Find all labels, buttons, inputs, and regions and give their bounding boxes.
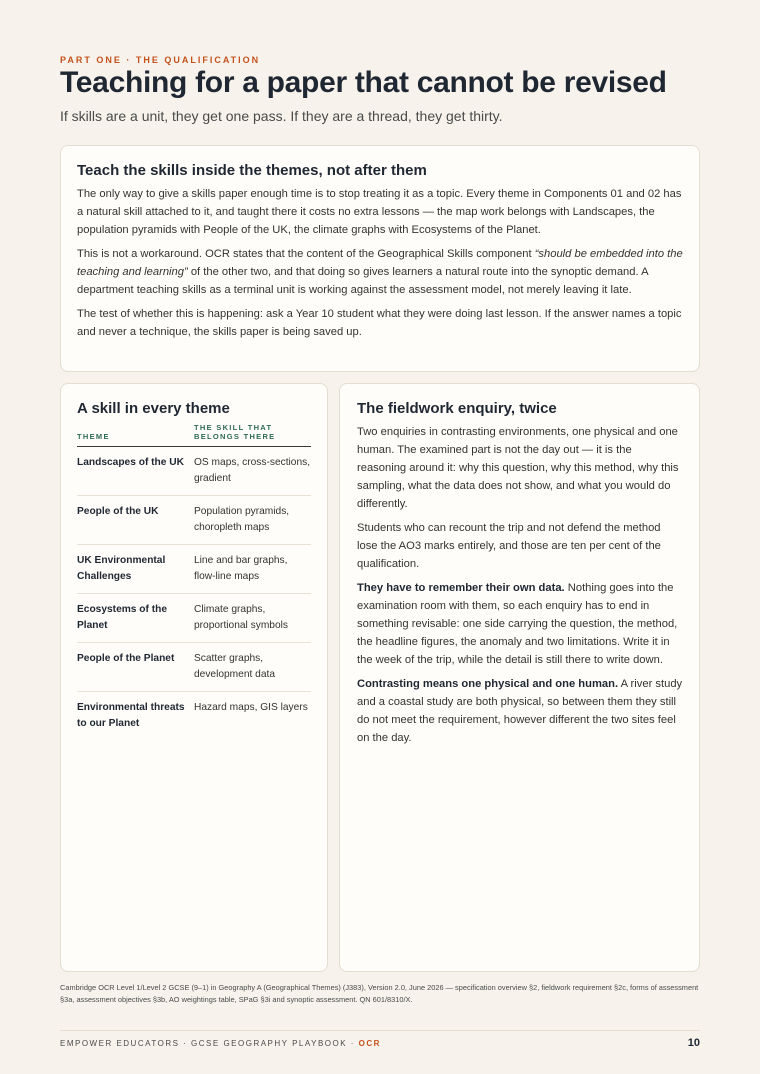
page-number: 10: [687, 1037, 700, 1049]
theme-cell: Environmental threats to our Planet: [77, 702, 185, 729]
column-header-skill: THE SKILL THAT BELONGS THERE: [194, 423, 311, 447]
page: [60, 0, 700, 1074]
theme-cell: UK Environmental Challenges: [77, 545, 194, 594]
paragraph: The only way to give a skills paper enough time is to stop treating it as a topic. Every theme in Components 01 and 02 has a natural skill attached to it, and taught there it costs no extra lessons — the map work belongs with Landscapes, the population pyramids with People of the UK, the climate graphs with Ecosystems of the Planet.: [77, 188, 682, 236]
footer-running-title: [60, 1039, 381, 1048]
footer-text: EMPOWER EDUCATORS · GCSE GEOGRAPHY PLAYBOOK ·: [60, 1039, 359, 1048]
page-subtitle: If skills are a unit, they get one pass. If they are a thread, they get thirty.: [60, 108, 503, 124]
text: Nothing goes into the examination room with them, so each enquiry has to end in something revisable: one side carrying the question, the method, the headline figures, the anomaly and two limitations. Write it in the week of the trip, while the detail is still there to write down.: [357, 582, 678, 666]
table-row: [77, 447, 311, 496]
text: A river study and a coastal study are both physical, so between them they still do not meet the requirement, however different the two sites feel on the day.: [357, 678, 683, 744]
lead-in: Contrasting means one physical and one human.: [357, 678, 619, 690]
paragraph: Two enquiries in contrasting environments, one physical and one human. The examined part is not the day out — it is the reasoning around it: why this question, why this method, why this sampling, what the data does not show, and what you would do differently.: [357, 426, 679, 510]
lead-in: They have to remember their own data.: [357, 582, 565, 594]
paragraph: [77, 245, 683, 299]
table-row: [77, 692, 311, 741]
theme-cell: Ecosystems of the Planet: [77, 594, 194, 643]
skill-cell: OS maps, cross-sections, gradient: [194, 447, 311, 496]
page-title: Teaching for a paper that cannot be revised: [60, 66, 667, 99]
skills-table-card: [60, 383, 328, 972]
text: This is not a workaround. OCR states that the content of the Geographical Skills component: [77, 248, 535, 260]
table-row: [77, 594, 311, 643]
footer-divider: [60, 1030, 700, 1031]
table-row: [77, 643, 311, 692]
card-heading: A skill in every theme: [77, 400, 230, 417]
paragraph: Students who can recount the trip and not defend the method lose the AO3 marks entirely, and those are ten per cent of the qualification.: [357, 522, 661, 570]
table-row: [77, 545, 311, 594]
paragraph: [357, 675, 683, 747]
footer-board: OCR: [358, 1039, 381, 1048]
section-eyebrow: PART ONE · THE QUALIFICATION: [60, 55, 261, 65]
skills-table: [77, 423, 311, 740]
skill-cell: Population pyramids, choropleth maps: [194, 496, 311, 545]
skill-cell: Scatter graphs, development data: [194, 643, 311, 692]
table-header-row: [77, 423, 311, 447]
embedded-skills-card: [60, 145, 700, 372]
theme-cell: Landscapes of the UK: [77, 447, 194, 496]
text: of the other two, and that doing so gives learners a natural route into the synoptic demand. A department teaching skills as a terminal unit is working against the assessment model, not merely leaving it late.: [77, 266, 648, 296]
paragraph: The test of whether this is happening: ask a Year 10 student what they were doing last lesson. If the answer names a topic and never a technique, the skills paper is being saved up.: [77, 308, 682, 338]
specification-footnote: Cambridge OCR Level 1/Level 2 GCSE (9–1) in Geography A (Geographical Themes) (J383), Version 2.0, June 2026 — specification overview §2, fieldwork requirement §2c, forms of assessment §3a, assessment objectives §3b, AO weightings table, SPaG §3i and synoptic assessment. QN 601/8310/X.: [60, 983, 699, 1004]
table-row: [77, 496, 311, 545]
skill-cell: Line and bar graphs, flow-line maps: [194, 545, 311, 594]
card-heading: The fieldwork enquiry, twice: [357, 400, 557, 417]
paragraph: [357, 579, 683, 669]
column-header-theme: THEME: [77, 423, 194, 447]
fieldwork-card: [339, 383, 700, 972]
skill-cell: Climate graphs, proportional symbols: [194, 594, 311, 643]
theme-cell: People of the Planet: [77, 643, 194, 692]
card-heading: Teach the skills inside the themes, not after them: [77, 162, 427, 179]
theme-cell: People of the UK: [77, 496, 194, 545]
skill-cell: Hazard maps, GIS layers: [194, 702, 308, 713]
quote: “should be embedded into the teaching and learning”: [77, 248, 683, 278]
